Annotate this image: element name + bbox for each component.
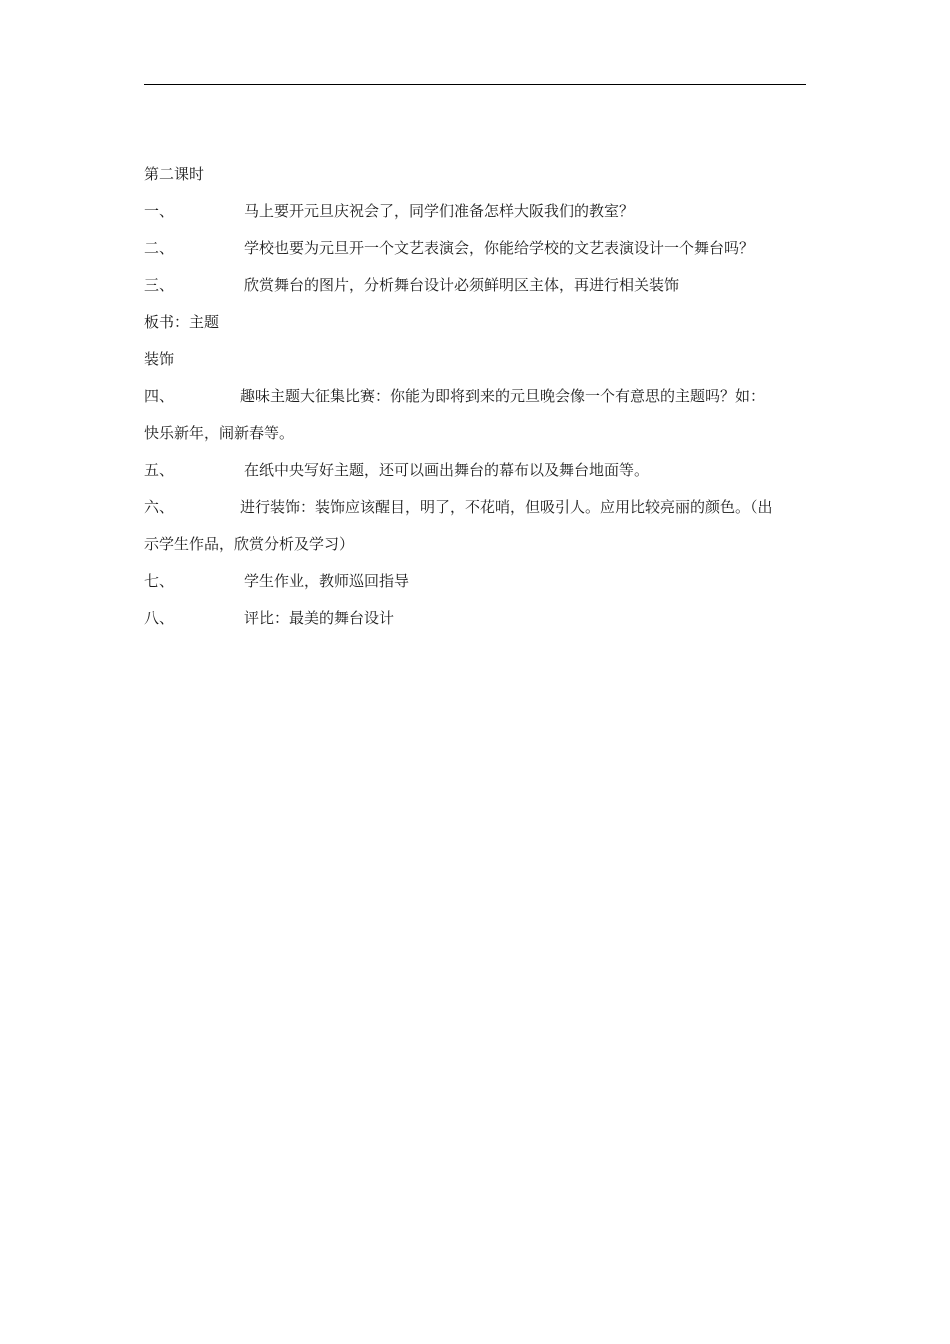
document-body [144, 162, 816, 643]
item-text: 马上要开元旦庆祝会了，同学们准备怎样大阪我们的教室？ [244, 202, 635, 220]
item-text: 评比：最美的舞台设计 [244, 609, 395, 627]
item-text: 趣味主题大征集比赛：你能为即将到来的元旦晚会像一个有意思的主题吗？如： [240, 387, 766, 405]
list-item [144, 236, 816, 260]
item-number: 五、 [144, 461, 175, 479]
item-text: 进行装饰：装饰应该醒目，明了，不花哨，但吸引人。应用比较亮丽的颜色。（出 [240, 498, 773, 516]
list-item [144, 569, 816, 593]
item-text: 学校也要为元旦开一个文艺表演会，你能给学校的文艺表演设计一个舞台吗？ [244, 239, 755, 257]
list-item [144, 273, 816, 297]
item-text: 欣赏舞台的图片，分析舞台设计必须鲜明区主体，再进行相关装饰 [244, 276, 680, 294]
lesson-title: 第二课时 [144, 165, 205, 183]
list-item [144, 384, 816, 445]
item-number: 三、 [144, 276, 175, 294]
item-text-continued: 示学生作品，欣赏分析及学习） [144, 535, 355, 553]
item-number: 八、 [144, 609, 175, 627]
board-title: 板书：主题 [144, 313, 220, 331]
list-item [144, 199, 816, 223]
list-item [144, 458, 816, 482]
item-number: 二、 [144, 239, 175, 257]
item-text: 学生作业，教师巡回指导 [244, 572, 410, 590]
header-rule [144, 84, 806, 85]
item-number: 六、 [144, 498, 175, 516]
list-item [144, 495, 816, 556]
list-item [144, 606, 816, 630]
item-text-continued: 快乐新年，闹新春等。 [144, 424, 295, 442]
item-number: 四、 [144, 387, 175, 405]
item-text: 在纸中央写好主题，还可以画出舞台的幕布以及舞台地面等。 [244, 461, 650, 479]
item-number: 一、 [144, 202, 175, 220]
item-number: 七、 [144, 572, 175, 590]
board-item: 装饰 [144, 350, 175, 368]
